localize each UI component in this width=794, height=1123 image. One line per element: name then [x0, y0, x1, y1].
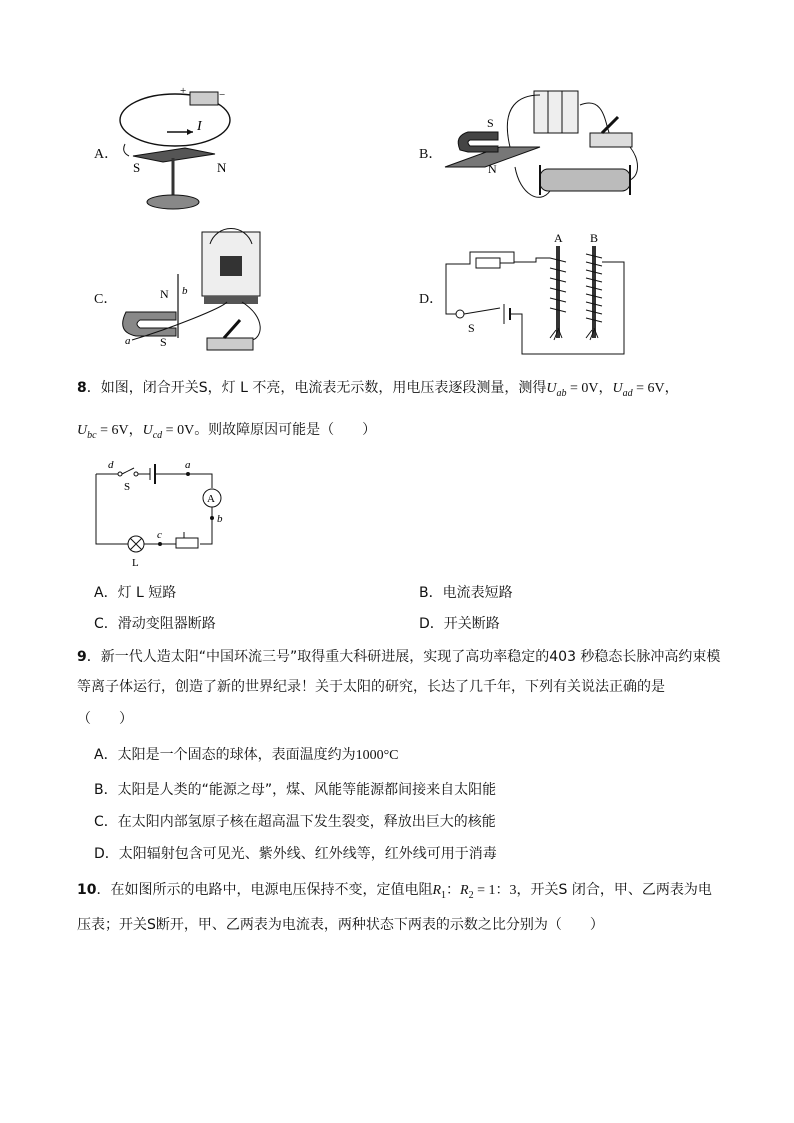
battery-plus: + — [180, 85, 187, 97]
q8-number: 8 — [77, 380, 87, 396]
option-a-label: A． — [94, 147, 119, 162]
q10-number: 10 — [77, 882, 97, 898]
option-c-label: C． — [94, 292, 118, 307]
magnet-n-c: N — [160, 287, 169, 301]
magnet-n: N — [488, 162, 497, 176]
electromagnet-b-label: B — [590, 231, 599, 245]
q8-line1: 8．如图，闭合开关S，灯 L 不亮，电流表无示数，用电压表逐段测量，测得$U_{ab} = 0V$，$U_{ad} = 6V$， — [77, 380, 679, 399]
q9-line3: （ ） — [77, 711, 133, 727]
q10-line2: 压表；开关S断开，甲、乙两表为电流表，两种状态下两表的示数之比分别为（ ） — [77, 917, 604, 933]
figure-b-motor-setup — [440, 85, 645, 210]
q9-line1: 9．新一代人造太阳“中国环流三号”取得重大科研进展，实现了高功率稳定的403 秒稳态长脉冲高约束模 — [77, 649, 721, 665]
q8-option-b: B．电流表短路 — [419, 585, 513, 601]
q8-line2: $U_{bc} = 6V$，$U_{cd} = 0V$。则故障原因可能是（ ） — [77, 422, 377, 441]
node-c: c — [157, 529, 162, 541]
q8-text1: ．如图，闭合开关S，灯 L 不亮，电流表无示数，用电压表逐段测量，测得 — [86, 380, 547, 396]
q9-number: 9 — [77, 649, 87, 665]
electromagnet-a-label: A — [554, 231, 563, 245]
node-d: d — [108, 459, 114, 471]
q9-option-a: A．太阳是一个固态的球体，表面温度约为1000°C — [94, 747, 399, 763]
q10-line1: 10．在如图所示的电路中，电源电压保持不变，定值电阻$R_1$：$R_2 = 1$：3，开关S 闭合，甲、乙两表为电 — [77, 882, 712, 901]
q9-line2: 等离子体运行，创造了新的世界纪录！关于太阳的研究，长达了几千年，下列有关说法正确的是 — [77, 679, 665, 695]
wire-a: a — [125, 335, 131, 347]
magnet-s-c: S — [160, 335, 167, 349]
node-a: a — [185, 459, 191, 471]
magnet-s: S — [487, 116, 494, 130]
battery-minus: − — [219, 89, 226, 101]
q8-text2: 。则故障原因可能是（ ） — [194, 422, 377, 438]
q9-option-b: B．太阳是人类的“能源之母”，煤、风能等能源都间接来自太阳能 — [94, 782, 497, 798]
current-label: I — [197, 119, 202, 134]
ammeter-symbol: A — [207, 493, 215, 505]
figure-d-electromagnets — [440, 228, 630, 358]
q8-option-c: C．滑动变阻器断路 — [94, 616, 216, 632]
q9-option-c: C．在太阳内部氢原子核在超高温下发生裂变，释放出巨大的核能 — [94, 814, 496, 830]
q9-option-d: D．太阳辐射包含可见光、紫外线、红外线等，红外线可用于消毒 — [94, 846, 497, 862]
switch-s-d: S — [468, 321, 475, 335]
pole-n: N — [217, 160, 227, 175]
switch-label: S — [124, 481, 131, 493]
figure-c-galvanometer — [112, 228, 272, 358]
figure-a-current-loop — [115, 80, 245, 215]
lamp-label: L — [132, 557, 139, 569]
option-b-label: B． — [419, 147, 443, 162]
wire-b: b — [182, 285, 188, 297]
q8-option-a: A．灯 L 短路 — [94, 585, 177, 601]
node-b: b — [217, 513, 223, 525]
pole-s: S — [133, 160, 141, 175]
q8-circuit-diagram — [88, 458, 238, 570]
option-d-label: D． — [419, 292, 444, 307]
q8-option-d: D．开关断路 — [419, 616, 500, 632]
